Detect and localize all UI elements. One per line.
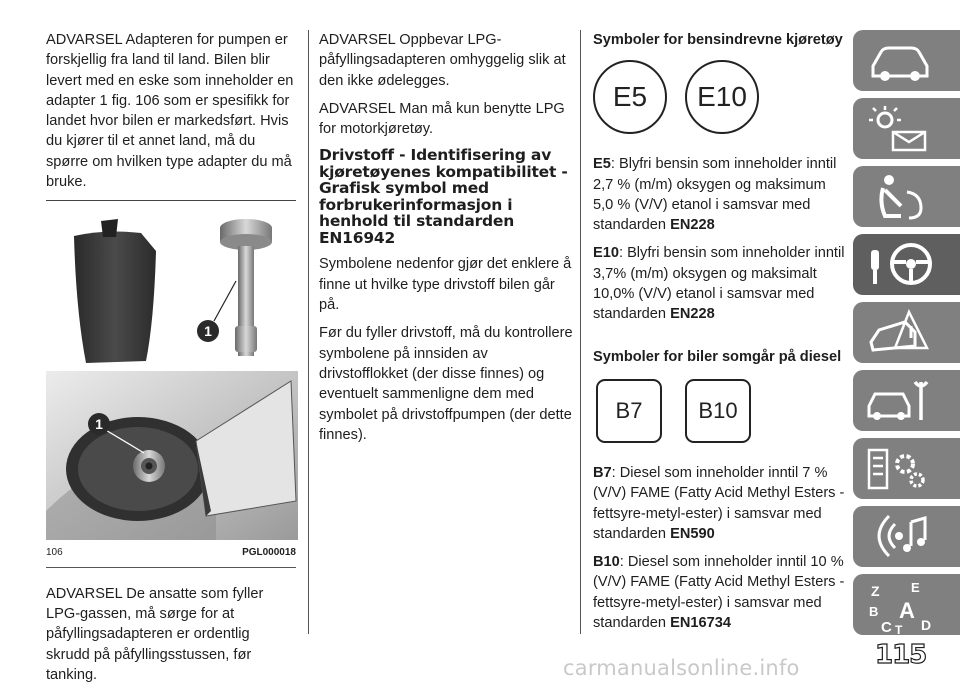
multimedia-icon <box>865 512 935 562</box>
e5-description <box>593 154 845 235</box>
tab-index[interactable] <box>853 574 960 635</box>
e5-text: : Blyfri bensin som inneholder inntil 2,7 % (m/m) oksygen og maksimum 5,0 % (V/V) etanol i samsvar med standarden <box>593 156 837 234</box>
callout-1-bottom: 1 <box>95 416 103 433</box>
b10-label: B10 <box>593 554 620 571</box>
b10-symbol: B10 <box>685 379 751 443</box>
key-steering-icon <box>865 240 945 290</box>
b10-description <box>593 552 845 633</box>
figure-lpg-adapter <box>46 211 298 540</box>
index-letter-t: T <box>895 623 903 636</box>
car-service-icon <box>865 376 935 426</box>
page-number: 115 <box>875 640 927 670</box>
tab-technical-data[interactable] <box>853 438 960 499</box>
check-symbols-text: Før du fyller drivstoff, må du kontrollere symbolene på innsiden av drivstofflokket (der disse finnes) og eventuelt sammenligne dem med symbolet på drivstoffpumpen (der dette finnes). <box>319 325 573 443</box>
index-letter-c: C <box>881 619 892 636</box>
gears-icon <box>865 444 935 494</box>
column-middle <box>319 30 575 453</box>
warning-lights-icon <box>865 104 935 154</box>
e10-description <box>593 243 845 324</box>
tab-safety[interactable] <box>853 166 960 227</box>
index-letters-icon <box>865 580 945 636</box>
section-heading: Drivstoff - Identifisering av kjøretøyenes kompatibilitet - Grafisk symbol med forbrukerinformasjon i henhold til standarden EN16942 <box>319 146 568 247</box>
seat-safety-icon <box>865 172 935 222</box>
e5-symbol: E5 <box>593 60 667 134</box>
figure-caption <box>46 543 296 567</box>
watermark: carmanualsonline.info <box>563 656 800 680</box>
column-divider-2 <box>580 30 581 634</box>
tab-emergency[interactable] <box>853 302 960 363</box>
diesel-symbols <box>593 379 845 443</box>
figure-number: 106 <box>46 547 63 559</box>
b10-text: : Diesel som inneholder inntil 10 % (V/V) FAME (Fatty Acid Methyl Esters - fettsyre-metyl-ester) i samsvar med standarden <box>593 554 845 632</box>
car-icon <box>865 36 935 86</box>
e5-standard: EN228 <box>670 217 715 234</box>
tab-starting-driving[interactable] <box>853 234 960 295</box>
tab-car[interactable] <box>853 30 960 91</box>
warning-lpg-only-text: ADVARSEL Man må kun benytte LPG for motorkjøretøy. <box>319 100 565 138</box>
petrol-symbols <box>593 60 845 134</box>
tab-warning-lights[interactable] <box>853 98 960 159</box>
b7-text: : Diesel som inneholder inntil 7 % (V/V) FAME (Fatty Acid Methyl Esters - fettsyre-metyl-ester) i samsvar med standarden <box>593 464 845 542</box>
warning-store-text: ADVARSEL Oppbevar LPG-påfyllingsadapteren omhyggelig slik at den ikke ødelegges. <box>319 32 566 89</box>
e5-label: E5 <box>593 156 611 173</box>
tab-multimedia[interactable] <box>853 506 960 567</box>
b7-symbol: B7 <box>596 379 662 443</box>
figure-code: PGL000018 <box>242 547 296 559</box>
chapter-tabs <box>853 30 960 642</box>
index-letter-b: B <box>869 604 879 619</box>
column-right <box>593 30 845 641</box>
symbols-intro-text: Symbolene nedenfor gjør det enklere å finne ut hvilke type drivstoff bilen går på. <box>319 256 572 314</box>
lpg-adapter-photo <box>46 211 298 540</box>
index-letter-d: D <box>921 617 932 633</box>
index-letter-a: A <box>899 598 915 623</box>
petrol-heading: Symboler for bensindrevne kjøretøy <box>593 32 843 48</box>
tab-maintenance[interactable] <box>853 370 960 431</box>
b10-standard: EN16734 <box>670 615 731 632</box>
e10-standard: EN228 <box>670 306 715 323</box>
b7-description <box>593 463 845 544</box>
warning-adapter-text: ADVARSEL Adapteren for pumpen er forskjellig fra land til land. Bilen blir levert med en eske som inneholder en adapter 1 fig. 106 som er spesifikk for landet hvor bilen er markedsført. Hvis du kjører til et annet land, må du spørre om hvilken type adapter du må bruke. <box>46 32 294 191</box>
index-letter-z: Z <box>871 583 880 599</box>
accident-icon <box>865 308 935 358</box>
warning-staff-text: ADVARSEL De ansatte som fyller LPG-gassen, må sørge for at påfyllingsadapteren er ordentlig skrudd på påfyllingsstussen, før tanking. <box>46 585 264 683</box>
divider <box>46 200 296 201</box>
e10-symbol: E10 <box>685 60 759 134</box>
b7-standard: EN590 <box>670 525 715 542</box>
callout-1-top: 1 <box>204 323 212 340</box>
e10-label: E10 <box>593 245 619 262</box>
column-left <box>46 30 296 693</box>
index-letter-e: E <box>911 580 920 595</box>
diesel-heading: Symboler for biler somgår på diesel <box>593 348 842 365</box>
b7-label: B7 <box>593 464 612 481</box>
column-divider-1 <box>308 30 309 634</box>
e10-text: : Blyfri bensin som inneholder inntil 3,7% (m/m) oksygen og maksimalt 10,0% (V/V) etanol i samsvar med standarden <box>593 245 845 323</box>
